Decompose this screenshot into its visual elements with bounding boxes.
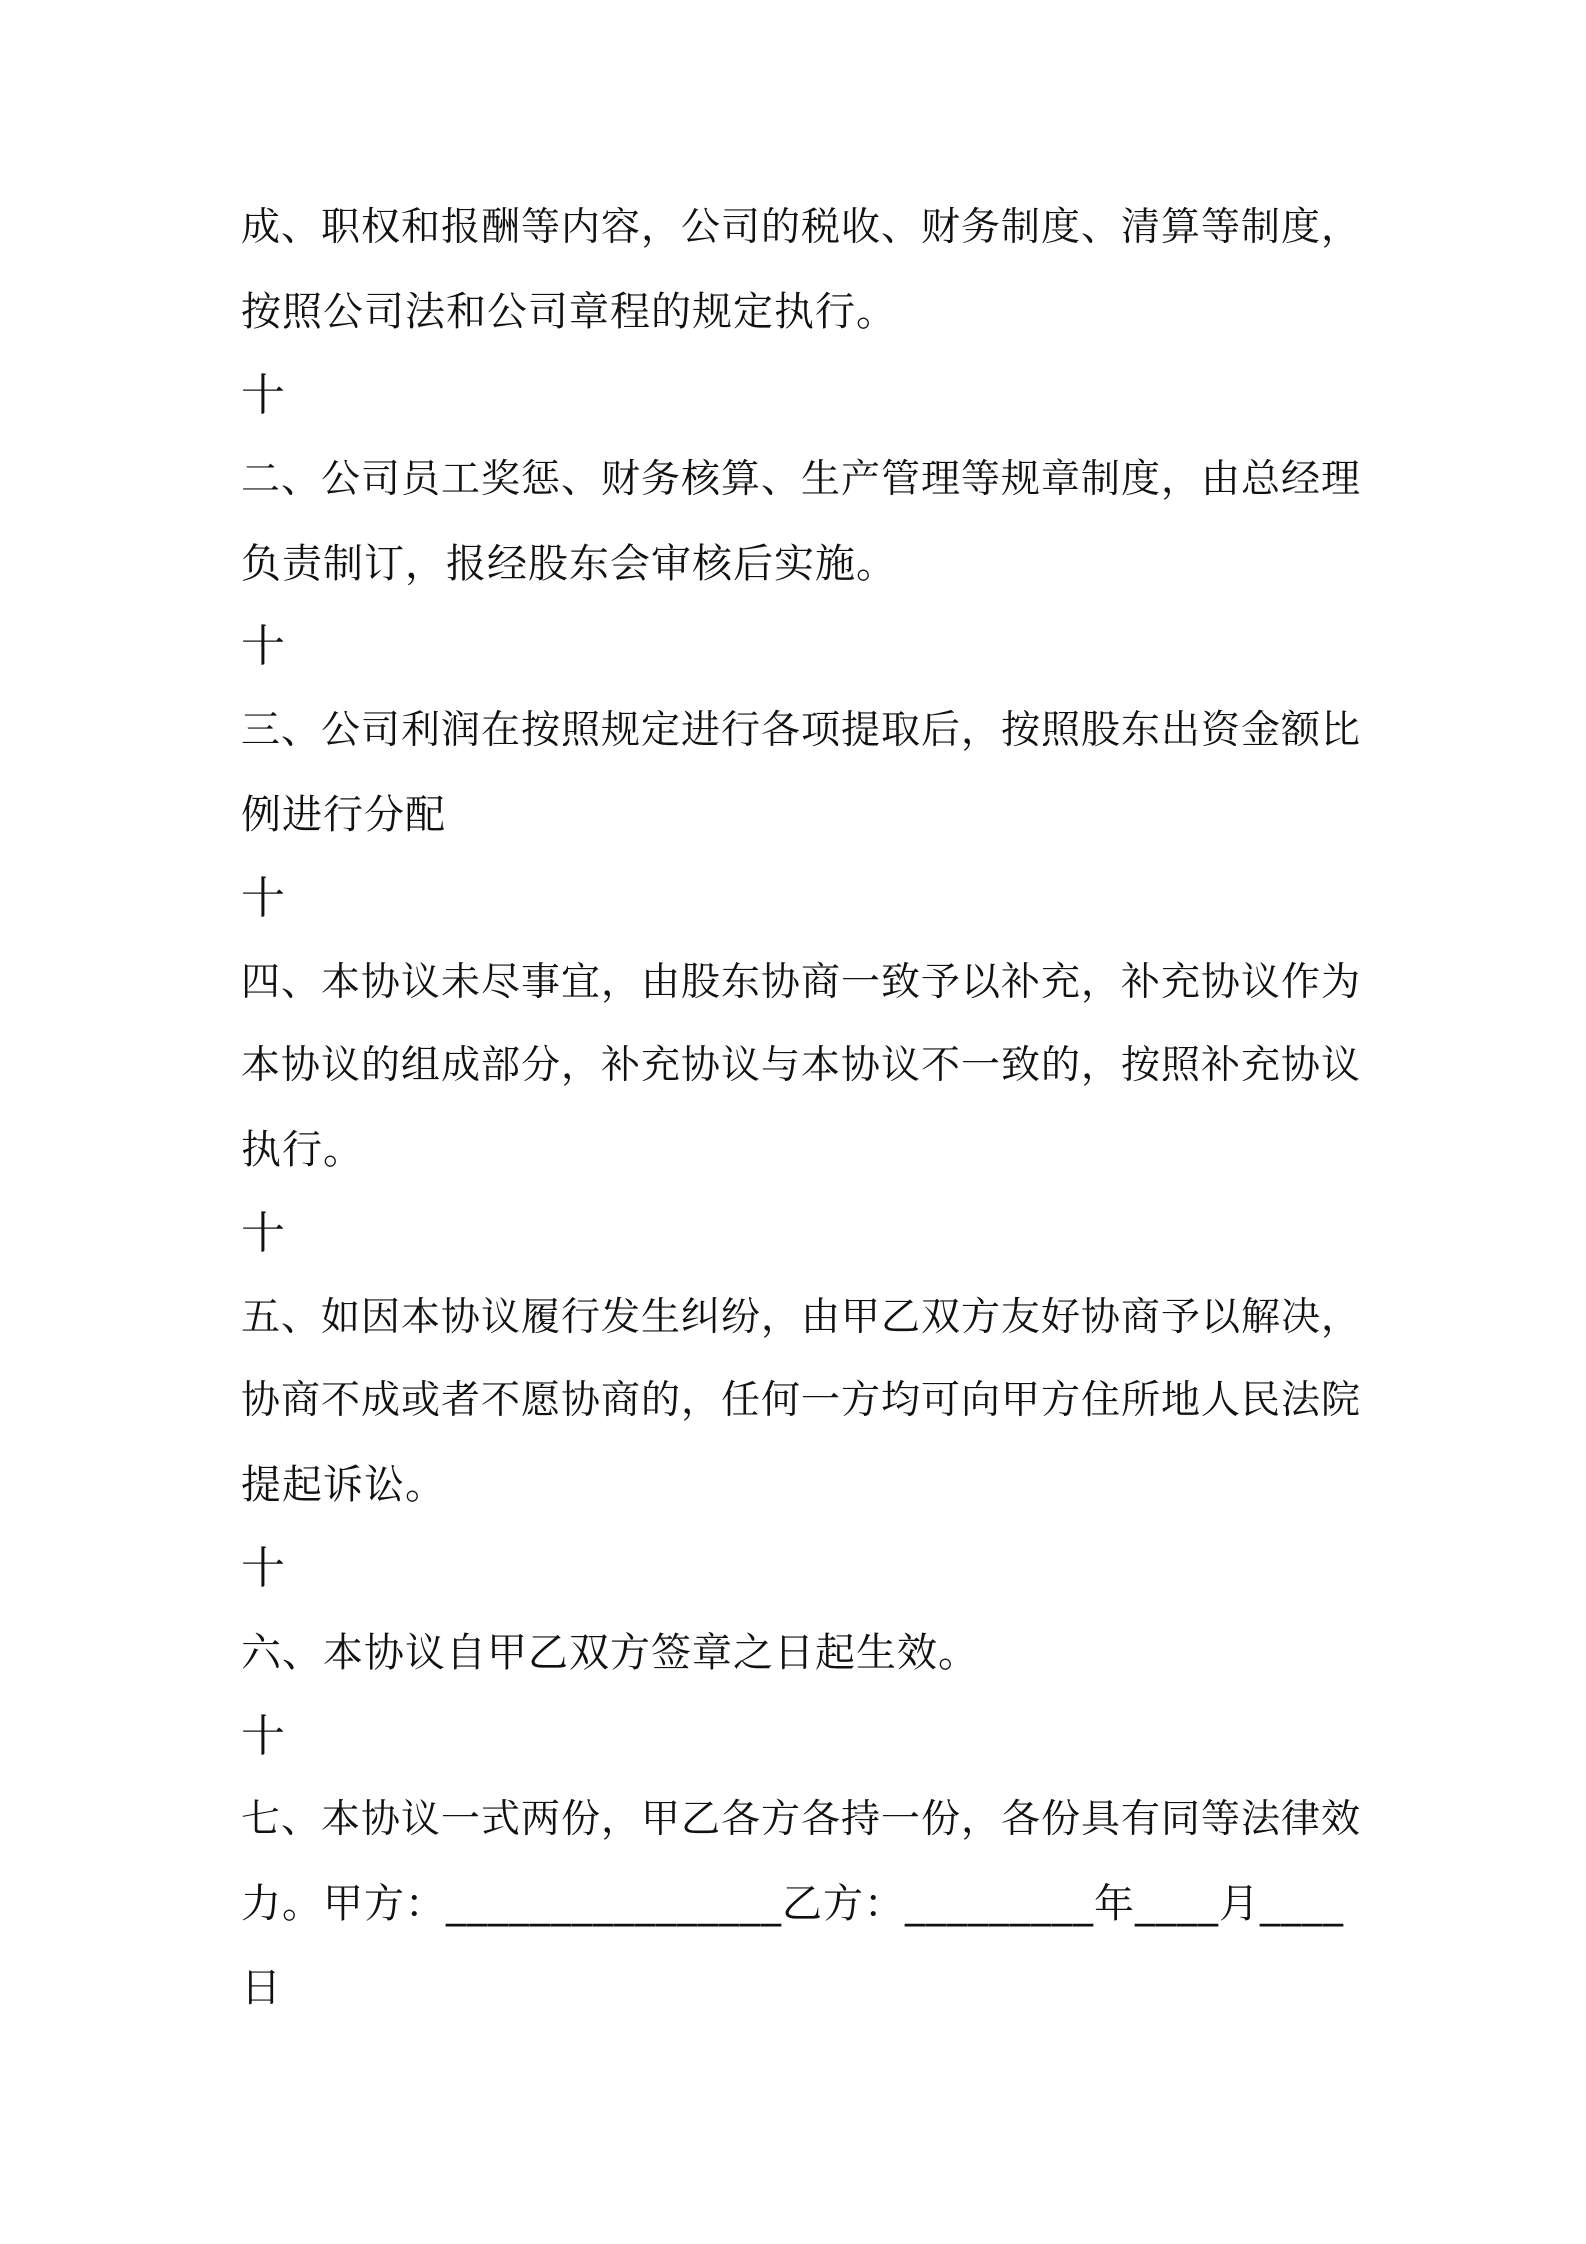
section-separator: 十: [241, 1208, 285, 1259]
section-separator: 十: [241, 873, 285, 924]
paragraph-line: 例进行分配: [241, 792, 446, 838]
section-separator: 十: [241, 1711, 285, 1762]
section-separator: 十: [241, 621, 285, 672]
paragraph-line: 日: [241, 1965, 282, 2011]
section-separator: 十: [241, 370, 285, 421]
paragraph-line: 负责制订，报经股东会审核后实施。: [241, 541, 897, 587]
paragraph-line: 成、职权和报酬等内容，公司的税收、财务制度、清算等制度，: [241, 205, 1362, 250]
paragraph-line: 本协议的组成部分，补充协议与本协议不一致的，按照补充协议: [241, 1043, 1362, 1088]
paragraph-line: 七、本协议一式两份，甲乙各方各持一份，各份具有同等法律效: [241, 1797, 1362, 1842]
signature-line: 力。甲方：________________乙方：_________年____月____: [241, 1881, 1344, 1927]
paragraph-line: 六、本协议自甲乙双方签章之日起生效。: [241, 1630, 979, 1676]
paragraph-line: 按照公司法和公司章程的规定执行。: [241, 289, 897, 335]
paragraph-line: 四、本协议未尽事宜，由股东协商一致予以补充，补充协议作为: [241, 960, 1362, 1005]
paragraph-line: 五、如因本协议履行发生纠纷，由甲乙双方友好协商予以解决，: [241, 1295, 1362, 1340]
paragraph-line: 提起诉讼。: [241, 1462, 446, 1508]
section-separator: 十: [241, 1543, 285, 1594]
paragraph-line: 协商不成或者不愿协商的，任何一方均可向甲方住所地人民法院: [241, 1378, 1362, 1423]
paragraph-line: 执行。: [241, 1127, 364, 1173]
paragraph-line: 二、公司员工奖惩、财务核算、生产管理等规章制度，由总经理: [241, 457, 1362, 502]
paragraph-line: 三、公司利润在按照规定进行各项提取后，按照股东出资金额比: [241, 708, 1362, 753]
